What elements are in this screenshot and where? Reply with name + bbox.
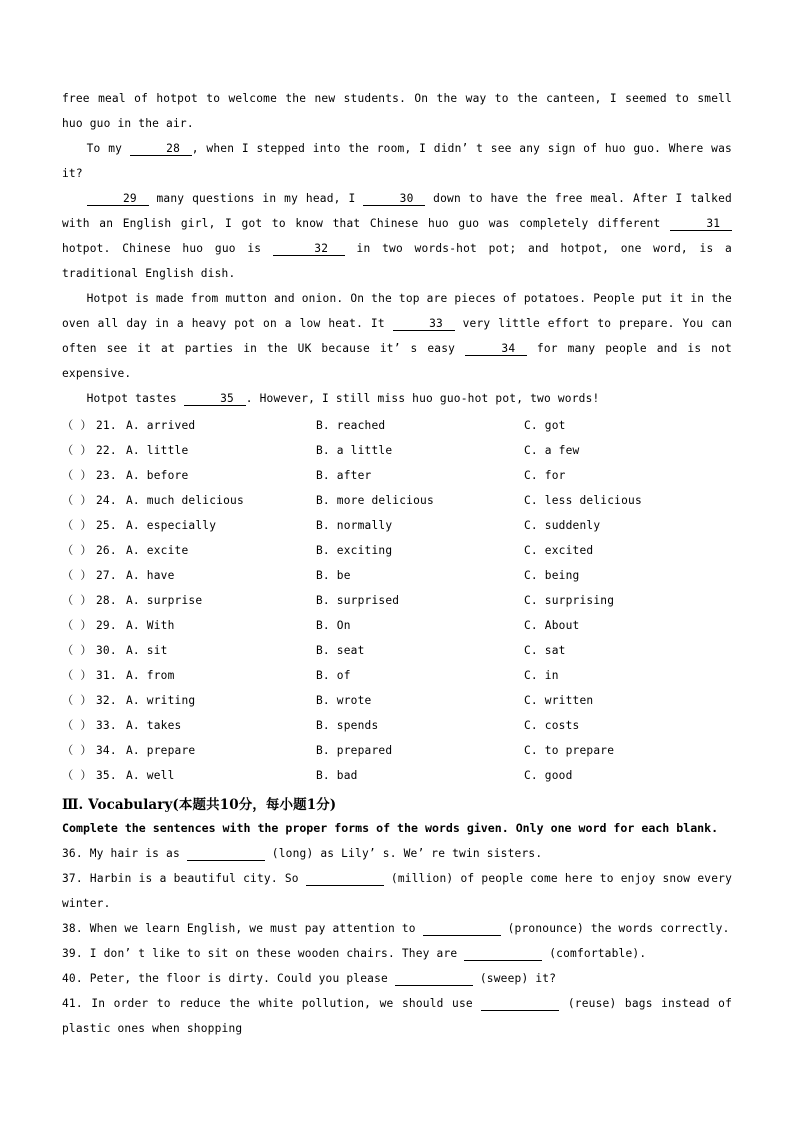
question-number: 39. [62,947,83,960]
question-text: (pronounce) the words correctly. [500,922,730,935]
cloze-blank-32[interactable]: 32 [273,243,345,256]
question-number: 27. [96,569,117,582]
question-text: (million) of people come here to enjoy snow every winter. [62,872,733,910]
question-text: Peter, the floor is dirty. Could you please [89,972,395,985]
cloze-question-row [62,738,732,763]
option-b[interactable]: B. be [316,569,351,582]
option-c[interactable]: C. in [524,669,559,682]
answer-blank[interactable] [481,998,559,1011]
cloze-blank-33[interactable]: 33 [393,318,455,331]
vocabulary-question [62,916,732,941]
question-number: 23. [96,469,117,482]
option-c[interactable]: C. suddenly [524,519,601,532]
option-c[interactable]: C. sat [524,644,566,657]
vocabulary-question [62,966,732,991]
question-text: (comfortable). [542,947,647,960]
question-text: Harbin is a beautiful city. So [89,872,306,885]
question-number: 32. [96,694,117,707]
question-number: 22. [96,444,117,457]
answer-bracket[interactable]: （ ） [62,744,92,757]
passage-paragraph [62,86,732,136]
answer-bracket[interactable]: （ ） [62,444,92,457]
question-number: 28. [96,594,117,607]
cloze-question-row [62,688,732,713]
cloze-question-row [62,613,732,638]
cloze-question-row [62,488,732,513]
vocabulary-section-heading: Ⅲ. Vocabulary(本题共10分，每小题1分) [62,797,337,813]
option-b[interactable]: B. seat [316,644,365,657]
option-c[interactable]: C. excited [524,544,594,557]
answer-bracket[interactable]: （ ） [62,419,92,432]
question-number: 31. [96,669,117,682]
answer-bracket[interactable]: （ ） [62,494,92,507]
passage-text: many questions in my head, I [148,192,364,205]
answer-bracket[interactable]: （ ） [62,669,92,682]
cloze-blank-28[interactable]: 28 [130,143,192,156]
option-c[interactable]: C. got [524,419,566,432]
question-text: (long) as Lily’ s. We’ re twin sisters. [264,847,543,860]
option-a[interactable]: A. With [126,619,175,632]
question-number: 24. [96,494,117,507]
passage-text: Hotpot is made from mutton and onion. On the top are pieces of potatoes. People put it in the oven all day in a heavy pot on a low heat. It [62,292,732,330]
question-number: 41. [62,997,83,1010]
option-a[interactable]: A. surprise [126,594,203,607]
option-a[interactable]: A. from [126,669,175,682]
passage-text: in two words-hot pot; and hotpot, one word, is a traditional English dish. [62,242,732,280]
answer-bracket[interactable]: （ ） [62,569,92,582]
option-b[interactable]: B. a little [316,444,393,457]
answer-blank[interactable] [187,848,265,861]
question-text: My hair is as [89,847,187,860]
question-text: (reuse) bags instead of plastic ones when shopping [62,997,733,1035]
answer-blank[interactable] [395,973,473,986]
cloze-question-row [62,713,732,738]
answer-bracket[interactable]: （ ） [62,719,92,732]
option-a[interactable]: A. sit [126,644,168,657]
passage-paragraph [62,136,732,186]
cloze-blank-31[interactable]: 31 [670,218,732,231]
option-a[interactable]: A. especially [126,519,217,532]
question-number: 30. [96,644,117,657]
question-text: When we learn English, we must pay attention to [89,922,423,935]
option-b[interactable]: B. exciting [316,544,393,557]
question-number: 37. [62,872,83,885]
option-b[interactable]: B. spends [316,719,379,732]
option-b[interactable]: B. On [316,619,351,632]
cloze-question-row [62,663,732,688]
option-a[interactable]: A. little [126,444,189,457]
option-c[interactable]: C. less delicious [524,494,642,507]
passage-text: Hotpot tastes [86,392,184,405]
answer-bracket[interactable]: （ ） [62,619,92,632]
cloze-question-row [62,588,732,613]
question-number: 21. [96,419,117,432]
cloze-question-row [62,413,732,438]
cloze-question-row [62,438,732,463]
cloze-question-row [62,513,732,538]
passage-paragraph [62,286,732,386]
passage-text: very little effort to prepare. You can often see it at parties in the UK because it’ s easy [62,317,733,355]
option-a[interactable]: A. before [126,469,189,482]
answer-bracket[interactable]: （ ） [62,519,92,532]
option-c[interactable]: C. being [524,569,580,582]
option-c[interactable]: C. a few [524,444,580,457]
vocabulary-question [62,841,732,866]
answer-bracket[interactable]: （ ） [62,769,92,782]
answer-blank[interactable] [464,948,542,961]
vocabulary-question [62,866,732,916]
option-b[interactable]: B. surprised [316,594,400,607]
cloze-passage [62,86,732,411]
option-b[interactable]: B. after [316,469,372,482]
answer-blank[interactable] [423,923,501,936]
option-b[interactable]: B. prepared [316,744,393,757]
cloze-blank-34[interactable]: 34 [465,343,527,356]
option-c[interactable]: C. About [524,619,580,632]
question-number: 38. [62,922,83,935]
option-a[interactable]: A. takes [126,719,182,732]
option-a[interactable]: A. writing [126,694,196,707]
passage-text: , when I stepped into the room, I didn’ t see any sign of huo guo. Where was it? [62,142,732,180]
question-number: 25. [96,519,117,532]
question-number: 26. [96,544,117,557]
vocabulary-question-list [62,841,732,1041]
question-number: 34. [96,744,117,757]
vocabulary-question [62,991,732,1041]
cloze-question-row [62,638,732,663]
option-b[interactable]: B. wrote [316,694,372,707]
answer-bracket[interactable]: （ ） [62,694,92,707]
option-b[interactable]: B. normally [316,519,393,532]
option-c[interactable]: C. costs [524,719,580,732]
question-number: 29. [96,619,117,632]
cloze-question-row [62,538,732,563]
cloze-blank-35[interactable]: 35 [184,393,246,406]
vocabulary-instruction: Complete the sentences with the proper forms of the words given. Only one word for each blank. [62,821,719,835]
question-text: (sweep) it? [472,972,557,985]
option-b[interactable]: B. reached [316,419,386,432]
option-a[interactable]: A. have [126,569,175,582]
option-c[interactable]: C. to prepare [524,744,615,757]
question-text: In order to reduce the white pollution, we should use [91,997,482,1010]
option-b[interactable]: B. bad [316,769,358,782]
passage-text: To my [86,142,130,155]
option-b[interactable]: B. more delicious [316,494,434,507]
passage-paragraph [62,386,732,411]
option-c[interactable]: C. written [524,694,594,707]
answer-bracket[interactable]: （ ） [62,594,92,607]
answer-bracket[interactable]: （ ） [62,469,92,482]
option-c[interactable]: C. for [524,469,566,482]
cloze-blank-29[interactable]: 29 [87,193,149,206]
option-a[interactable]: A. well [126,769,175,782]
question-text: I don’ t like to sit on these wooden chairs. They are [89,947,465,960]
answer-bracket[interactable]: （ ） [62,544,92,557]
passage-text: free meal of hotpot to welcome the new students. On the way to the canteen, I seemed to smell huo guo in the air. [62,92,732,130]
passage-text: . However, I still miss huo guo-hot pot, two words! [245,392,600,405]
option-a[interactable]: A. excite [126,544,189,557]
answer-blank[interactable] [306,873,384,886]
answer-bracket[interactable]: （ ） [62,644,92,657]
option-a[interactable]: A. arrived [126,419,196,432]
option-a[interactable]: A. much delicious [126,494,244,507]
passage-text: hotpot. Chinese huo guo is [62,242,273,255]
passage-paragraph [62,186,732,286]
vocabulary-question [62,941,732,966]
passage-text: down to have the free meal. After I talked with an English girl, I got to know that Chinese huo guo was completely different [62,192,732,230]
option-c[interactable]: C. surprising [524,594,615,607]
question-number: 40. [62,972,83,985]
option-a[interactable]: A. prepare [126,744,196,757]
cloze-question-row [62,763,732,788]
question-number: 36. [62,847,83,860]
question-number: 35. [96,769,117,782]
cloze-blank-30[interactable]: 30 [363,193,425,206]
cloze-question-row [62,463,732,488]
cloze-question-row [62,563,732,588]
option-b[interactable]: B. of [316,669,351,682]
question-number: 33. [96,719,117,732]
cloze-choices-list [62,413,732,788]
option-c[interactable]: C. good [524,769,573,782]
passage-text: for many people and is not expensive. [62,342,732,380]
